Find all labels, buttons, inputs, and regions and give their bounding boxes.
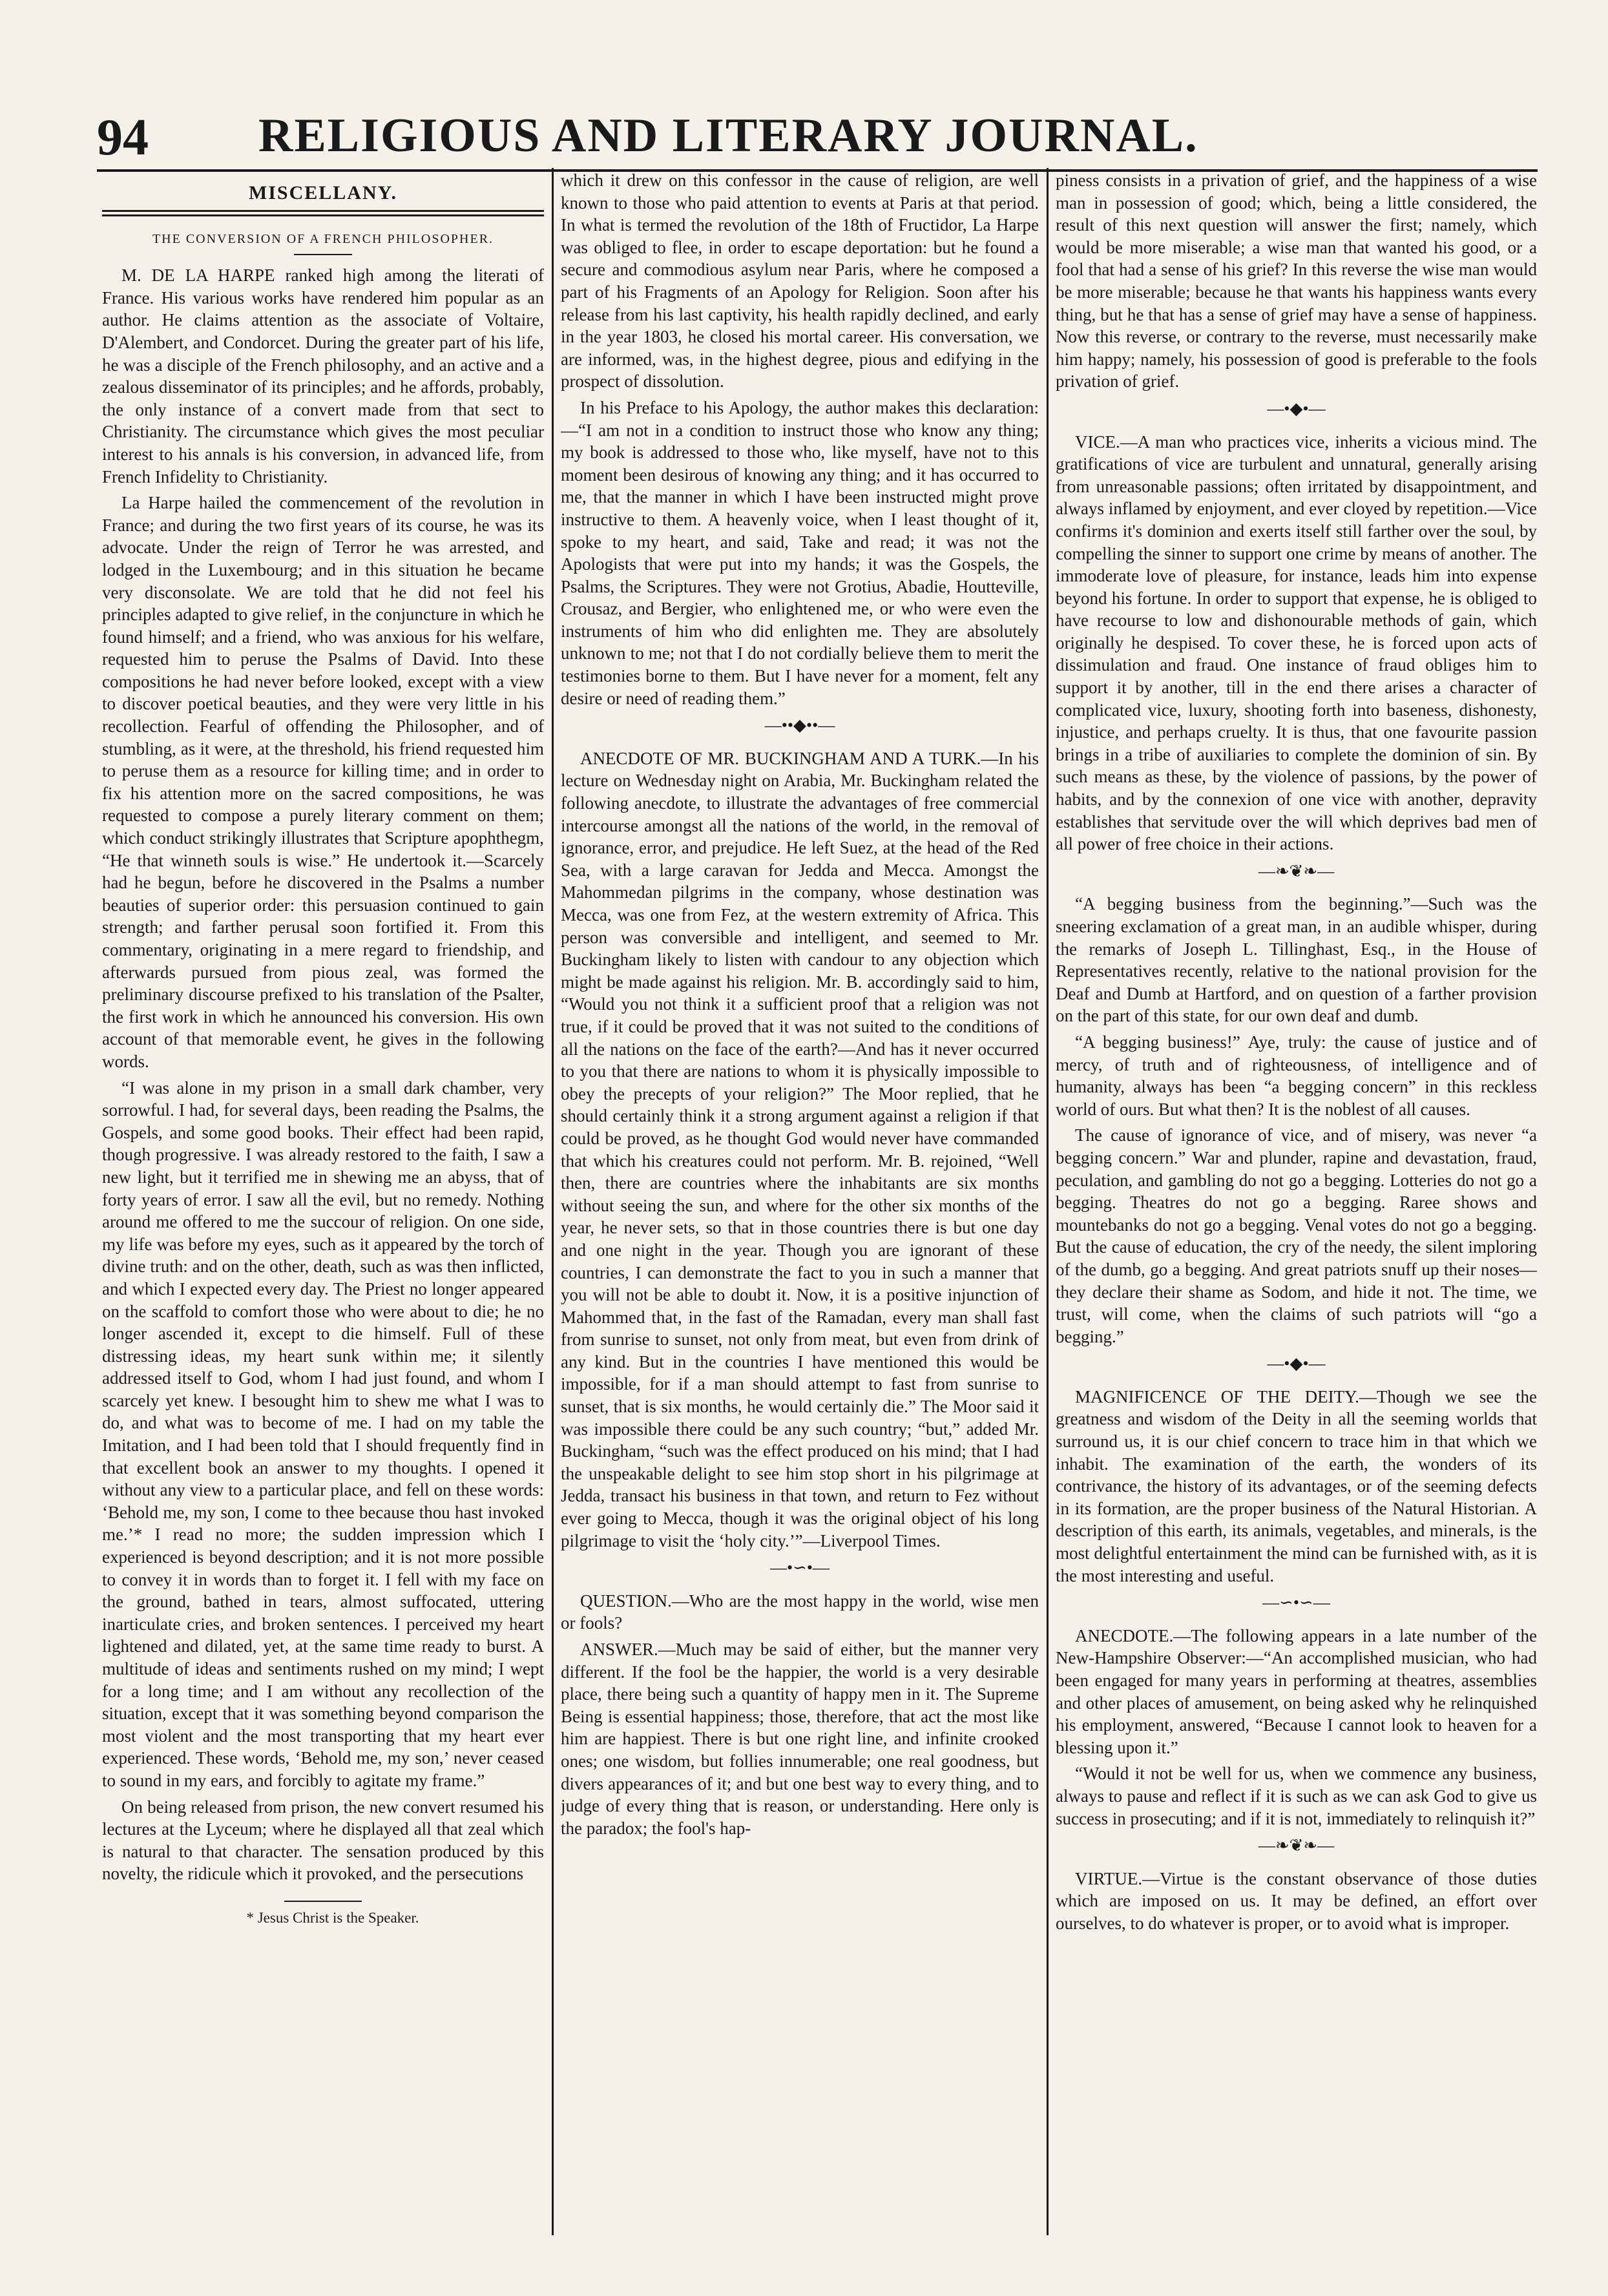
article-virtue	[1056, 1868, 1537, 1935]
article-heading: VICE.—	[1075, 432, 1138, 452]
ornament: —❧❦❧—	[1258, 861, 1335, 881]
article-answer	[561, 1638, 1039, 1839]
paragraph: piness consists in a privation of grief, and the happiness of a wise man in possession of good; which, being a little considered, the result of this next question will answer the first; namely, which would be more miserable; a wise man that wanted his good, or a fool that had a sense of his grief? In this reverse the wise man would be more miserable; because he that wants his happiness wants every thing, but he that has a sense of grief may have a sense of happiness. Now this reverse, or contrary to the reverse, must necessarily make him happy; namely, his possession of good is preferable to the fools privation of grief.	[1056, 171, 1537, 391]
article-heading: ANECDOTE.—	[1075, 1625, 1191, 1645]
column-divider-1	[552, 168, 554, 2235]
ornament: —•◆•—	[1267, 399, 1326, 418]
ornament: —•∽•—	[770, 1558, 830, 1578]
column-divider-2	[1047, 168, 1049, 2235]
paragraph: In his Preface to his Apology, the author makes this declaration:—“I am not in a condition to instruct those who know any thing; my book is addressed to those who, like myself, have not to this moment been desirous of knowing any thing; and it has occurred to me, that the manner in which I have been instructed might prove instructive to them. A heavenly voice, when I least thought of it, spoke to my heart, and said, Take and read; it was not the Apologists that were put into my hands; it was the Gospels, the Psalms, the Scriptures. They were not Grotius, Abadie, Houtteville, Crousaz, and Bergier, who enlightened me, or who were even the instruments of him who did enlighten me. They are absolutely unknown to me; not that I do not cordially believe them to merit the testimonies borne to them. But I have never for a moment, felt any desire or need of reading them.”	[561, 397, 1039, 708]
article-heading: ANSWER.—	[580, 1640, 676, 1659]
paragraph: which it drew on this confessor in the cause of religion, are well known to those who paid attention to events at Paris at that period. In what is termed the revolution of the 18th of Fructidor, La Harpe was obliged to flee, in order to escape deportation: but he found a secure and commodious asylum near Paris, where he composed a part of his Fragments of an Apology for Religion. Soon after his release from his last captivity, his health rapidly declined, and early in the year 1803, he closed his mortal career. His conversation, we are informed, was, in the highest degree, pious and edifying in the prospect of dissolution.	[561, 171, 1039, 391]
article-heading: VIRTUE.—	[1075, 1868, 1160, 1888]
column-1	[102, 169, 544, 2217]
column-3	[1056, 169, 1537, 2217]
article-body: Who are the most happy in the world, wise men or fools?	[561, 1591, 1039, 1633]
article-body: Virtue is the constant observance of those duties which are imposed on us. It may be defined, an effort over ourselves, to do whatever is proper, or to avoid what is improper.	[1056, 1868, 1537, 1933]
article-body: The following appears in a late number of the New-Hampshire Observer:—“An accomplished musician, who had been engaged for many years in performing at theatres, assemblies and other places of amusement, on being asked why he relinquished his employment, answered, “Because I cannot look to heaven for a blessing upon it.”	[1056, 1625, 1537, 1757]
section-rule	[102, 210, 544, 216]
paragraph: “A begging business from the beginning.”—Such was the sneering exclamation of a great man, in an audible whisper, during the remarks of Joseph L. Tillinghast, Esq., in the House of Representatives recently, relative to the national provision for the Deaf and Dumb at Hartford, and on question of a farther provision on the part of this state, for our own deaf and dumb.	[1056, 894, 1537, 1026]
article-heading: MAGNIFICENCE OF THE DEITY.—	[1075, 1386, 1377, 1406]
page-number: 94	[97, 109, 149, 166]
ornament: —∽•∽—	[1262, 1593, 1330, 1612]
ornament: —❧❦❧—	[1258, 1836, 1335, 1855]
journal-title: RELIGIOUS AND LITERARY JOURNAL.	[258, 109, 1198, 162]
paragraph: La Harpe hailed the commencement of the revolution in France; and during the two first years of its course, he was its advocate. Under the reign of Terror he was arrested, and lodged in the Luxembourg; and in this situation he became very disconsolate. We are told that he did not feel his principles adapted to give relief, in the conjuncture in which he found himself; and a friend, who was anxious for his welfare, requested him to peruse the Psalms of David. Into these compositions he had never before looked, except with a view to discover poetical beauties, and they were very little in his recollection. Fearful of offending the Philosopher, and of stumbling, as it were, at the threshold, his friend requested him to peruse them as a resource for killing time; and in order to fix his attention more on the sacred compositions, he was requested to compose a purely literary comment on them; which conduct strikingly illustrates that Scripture apophthegm, “He that winneth souls is wise.” He undertook it.—Scarcely had he begun, before he discovered in the Psalms a number beauties of superior order: this persuasion continued to gain strength; and farther perusal soon fortified it. From this commentary, originating in a mere regard to friendship, and afterwards pursued from pious zeal, was formed the preliminary discourse prefixed to his translation of the Psalter, the first work in which he announced his conversion. His own account of that memorable event, he gives in the following words.	[102, 493, 544, 1071]
article-heading: QUESTION.—	[580, 1591, 689, 1611]
article-question	[561, 1590, 1039, 1634]
article-anecdote	[1056, 1625, 1537, 1759]
paragraph: M. DE LA HARPE ranked high among the literati of France. His various works have rendered him popular as an author. He claims attention as the associate of Voltaire, D'Alembert, and Condorcet. During the greater part of his life, he was a disciple of the French philosophy, and an active and a zealous disseminator of its principles; and he affords, probably, the only instance of a convert made from that sect to Christianity. The circumstance which gives the most peculiar interest to his annals is his conversion, in advanced life, from French Infidelity to Christianity.	[102, 266, 544, 486]
paragraph: “I was alone in my prison in a small dark chamber, very sorrowful. I had, for several days, been reading the Psalms, the Gospels, and some good books. Their effect had been rapid, though progressive. I was already restored to the faith, I saw a new light, but it terrified me in shewing me an abyss, that of forty years of error. I saw all the evil, but no remedy. Nothing around me offered to me the succour of religion. On one side, my life was before my eyes, such as it appeared by the torch of divine truth: and on the other, death, such as was then inflicted, and which I expected every day. The Priest no longer appeared on the scaffold to comfort those who were about to die; he no longer ascended it, except to die himself. Full of these distressing ideas, my heart sunk within me; it silently addressed itself to God, whom I had just found, and whom I scarcely yet knew. I besought him to shew me what I was to do, and what was to become of me. I had on my table the Imitation, and I had been told that I should frequently find in that excellent book an answer to my thoughts. I opened it without any view to a particular place, and fell on these words: ‘Behold me, my son, I come to thee because thou hast invoked me.’* I read no more; the sudden impression which I experienced is beyond description; and it is not more possible to convey it in words than to forget it. I fell with my face on the ground, bathed in tears, almost suffocated, uttering inarticulate cries, and broken sentences. I perceived my heart lightened and dilated, yet, at the same time ready to burst. A multitude of ideas and sentiments rushed on my mind; I wept for a long time; and I am without any recollection of the situation, except that it was something beyond comparison the most violent and the most transporting that my heart ever experienced. These words, ‘Behold me, my son,’ never ceased to sound in my ears, and forcibly to agitate my frame.”	[102, 1078, 544, 1790]
article-heading: ANECDOTE OF MR. BUCKINGHAM AND A TURK.—	[580, 748, 999, 768]
article-body: Though we see the greatness and wisdom of the Deity in all the seeming worlds that surround us, it is our chief concern to trace him in that which we inhabit. The examination of the earth, the wonders of its contrivance, the history of its advantages, or of the seeming defects in its formation, are the proper business of the Natural Historian. A description of this earth, its animals, vegetables, and minerals, is the most delightful entertainment the mind can be furnished with, as it is the most interesting and useful.	[1056, 1386, 1537, 1585]
page-header	[97, 97, 1538, 168]
article-body: In his lecture on Wednesday night on Arabia, Mr. Buckingham related the following anecdote, to illustrate the advantages of free commercial intercourse amongst all the nations of the world, in the removal of ignorance, error, and prejudice. He left Suez, at the head of the Red Sea, with a large caravan for Jedda and Mecca. Amongst the Mahommedan pilgrims in the company, whose destination was Mecca, was one from Fez, at the western extremity of Africa. This person was conversible and intelligent, and seemed to Mr. Buckingham likely to listen with candour to any objection which might be made against his religion. Mr. B. accordingly said to him, “Would you not think it a sufficient proof that a religion was not true, if it could be proved that it was not suited to the conditions of all the nations on the face of the earth?—And has it never occurred to you that there are nations to whom it is physically impossible to obey the precepts of your religion?” The Moor replied, that he should certainly think it a strong argument against a religion if that could be proved, as he thought God would never have commanded that which his creatures could not perform. Mr. B. rejoined, “Well then, there are countries where the inhabitants are six months without seeing the sun, and where for the other six months of the year, he never sets, so that in those countries there is but one day and one night in the year. Though you are ignorant of these countries, I can demonstrate the fact to you in such a manner that you will not be able to doubt it. Now, it is a positive injunction of Mahommed that, in the fast of the Ramadan, every man shall fast from sunrise to sunset, not only from meat, but even from drink of any kind. But in the countries I have mentioned this would be impossible, for if a man should attempt to fast from sunrise to sunset, that is six months, he would certainly die.” The Moor said it was impossible there could be any such country; “but,” added Mr. Buckingham, “such was the effect produced on his mind; that I had the unspeakable delight to see him stop short in his pilgrimage at Jedda, transact his business in that town, and return to Fez without ever going to Mecca, though it was the original object of his long pilgrimage to visit the ‘holy city.’”—Liverpool Times.	[561, 748, 1039, 1550]
article-vice	[1056, 431, 1537, 855]
article-buckingham	[561, 747, 1039, 1552]
article-body: A man who practices vice, inherits a vicious mind. The gratifications of vice are turbulent and unnatural, generally arising from unreasonable passions; often irritated by disappointment, and always inflamed by enjoyment, and ever cloyed by repetition.—Vice confirms it's dominion and exerts itself still farther over the soul, by compelling the sinner to support one crime by means of another. The immoderate love of pleasure, for instance, leads him into expense beyond his fortune. In order to support that expense, he is obliged to have recourse to low and dishonourable methods of gain, which originally he despised. To cover these, he is forced upon acts of dissimulation and fraud. One instance of fraud obliges him to support it by another, till in the end there arises a character of complicated vice, luxury, shooting forth into baseness, dishonesty, injustice, and perhaps cruelty. It is thus, that one favourite passion brings in a tribe of auxiliaries to complete the dominion of sin. By such means as these, by the violence of passions, by the power of habits, and by the connexion of one vice with another, depravity establishes that servitude over the will which deprives bad men of all power of free choice in their actions.	[1056, 432, 1537, 854]
paragraph: “Would it not be well for us, when we commence any business, always to pause and reflect if it is such as we can ask God to give us success in prosecuting; and if it is not, immediately to relinquish it?”	[1056, 1764, 1537, 1828]
column-2	[561, 169, 1039, 2217]
ornament: —•◆•—	[1267, 1354, 1326, 1373]
paragraph: “A begging business!” Aye, truly: the cause of justice and of mercy, of truth and of righteousness, of intelligence and of humanity, always has been “a begging concern” in this reckless world of ours. But what then? It is the noblest of all causes.	[1056, 1032, 1537, 1119]
section-title: MISCELLANY.	[248, 182, 398, 204]
article-magnificence	[1056, 1386, 1537, 1587]
footnote: * Jesus Christ is the Speaker.	[246, 1909, 419, 1926]
title-rule	[294, 254, 352, 255]
article-body: Much may be said of either, but the manner very different. If the fool be the happier, the world is a very desirable place, there being such a quantity of happy men in it. The Supreme Being is essential happiness; those, therefore, that act the most like him are happiest. There is but one right line, and infinite crooked ones; one wisdom, but follies innumerable; one real goodness, but divers appearances of it; and but one best way to every thing, and to judge of every thing that is reason, or understanding. Here only is the paradox; the fool's hap-	[561, 1640, 1039, 1838]
paragraph: On being released from prison, the new convert resumed his lectures at the Lyceum; where he displayed all that zeal which is natural to that character. The sensation produced by this novelty, the ridicule which it provoked, and the persecutions	[102, 1797, 544, 1884]
footnote-rule	[284, 1901, 362, 1902]
article-title: THE CONVERSION OF A FRENCH PHILOSOPHER.	[152, 231, 494, 246]
ornament: —••◆••—	[764, 716, 835, 735]
paragraph: The cause of ignorance of vice, and of misery, was never “a begging concern.” War and plunder, rapine and devastation, fraud, peculation, and gambling do not go a begging. Lotteries do not go a begging. Theatres do not go a begging. Raree shows and mountebanks do not go a begging. Venal votes do not go a begging. But the cause of education, the cry of the needy, the silent imploring of the dumb, go a begging. And great patriots snuff up their noses—they declare their shame as Sodom, and hide it not. The time, we trust, will come, when the claims of such patriots will “go a begging.”	[1056, 1125, 1537, 1346]
